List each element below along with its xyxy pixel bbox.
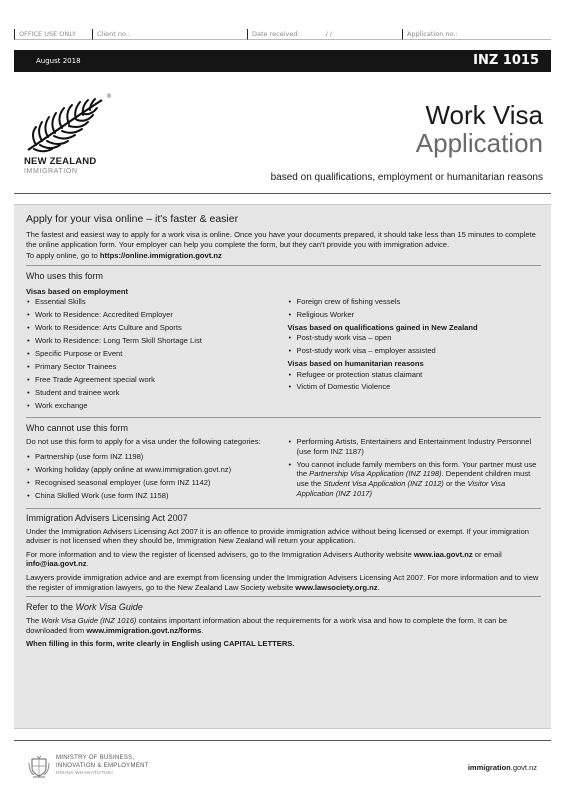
cannot-list-right [288,437,542,498]
advisers-p3 [26,573,541,592]
list-item: • Performing Artists, Entertainers and Entertainment Industry Personnel (use form INZ 1187) [288,437,542,456]
guide-p2: When filling in this form, write clearly in English using CAPITAL LETTERS. [26,639,295,649]
qualifications-list [288,333,542,355]
list-item: • Work to Residence: Accredited Employer [26,310,280,320]
family-text-f: Visitor Visa Application (INZ 1017) [296,479,506,498]
humanitarian-heading: Visas based on humanitarian reasons [287,358,424,368]
list-item: • Refugee or protection status claimant [288,370,542,380]
employment-list [26,297,280,410]
list-item: • Free Trade Agreement special work [26,375,280,385]
application-no-field: Application no.: [402,29,551,40]
office-use-label: OFFICE USE ONLY [14,29,92,40]
humanitarian-list [288,370,542,392]
who-uses-heading: Who uses this form [26,270,104,281]
logo-country-text: NEW ZEALAND [24,156,97,167]
who-cannot-heading: Who cannot use this form [26,423,129,434]
advisers-p3-text: Lawyers provide immigration advice and are exempt from licensing under the Immigration Advisers Licensing Act 2007. For more information and to view the register of immigration lawyers, go to the New Zealand Law Society website [26,572,539,592]
list-item: • Work to Residence: Long Term Skill Shortage List [26,336,280,346]
list-item: • China Skilled Work (use form INZ 1158) [26,491,280,501]
advisers-heading: Immigration Advisers Licensing Act 2007 [26,512,188,523]
list-item: • Recognised seasonal employer (use form INZ 1142) [26,478,280,488]
list-item: • Religious Worker [288,310,542,320]
guide-p1-text: contains important information about the requirements for a work visa and how to complete the form. It can be downloaded from [26,616,508,635]
family-text-e: or the [443,479,468,489]
lawsociety-link[interactable]: www.lawsociety.org.nz [295,582,378,592]
guide-p1 [26,616,541,635]
cannot-list [26,452,280,500]
list-item: • Specific Purpose or Event [26,349,280,359]
list-item: • Foreign crew of fishing vessels [288,297,542,307]
list-item: • Post-study work visa – open [288,333,542,343]
ministry-line3: HĪKINA WHAKATUTUKI [56,771,114,776]
guide-heading [26,602,541,613]
silver-fern-icon [22,96,104,154]
page-subtitle: based on qualifications, employment or humanitarian reasons [270,172,543,183]
registered-mark: ® [106,93,112,100]
list-item: • Primary Sector Trainees [26,362,280,372]
employment-heading: Visas based on employment [26,286,128,296]
client-no-field: Client no.: [92,29,247,40]
ministry-text [56,755,149,778]
online-heading: Apply for your visa online – it's faster & easier [26,213,239,225]
who-uses-left [26,285,280,414]
who-cannot-left [26,437,280,503]
guide-p1-italic: Work Visa Guide (INZ 1016) [41,616,137,626]
office-use-strip [14,28,551,40]
advisers-p3-end: . [377,582,380,592]
section-divider [26,265,541,266]
iaa-link[interactable]: www.iaa.govt.nz [413,549,473,559]
footer-url-bold: immigration [467,763,511,772]
who-cannot-right [288,437,542,503]
online-body: The fastest and easiest way to apply for a work visa is online. Once you have your documents prepared, it should take less than 15 minutes to complete the online application form. Your employer can help you complete the form, but they can't provide you with immigration advice. [26,230,536,249]
guide-heading-prefix: Refer to the [26,602,76,613]
list-item: • Partnership (use form INZ 1198) [26,452,280,462]
family-text-c: . Dependent children must use the [296,469,531,489]
footer-url[interactable] [468,763,537,772]
advisers-p2 [26,550,541,569]
list-item: • Victim of Domestic Violence [288,382,542,392]
ministry-line2: INNOVATION & EMPLOYMENT [56,762,149,769]
page-title-line1: Work Visa [425,100,543,130]
page-title-line2: Application [415,128,543,158]
list-item: • Work to Residence: Arts Culture and Sports [26,323,280,333]
footer-url-rest: .govt.nz [510,763,537,772]
date-received-field [247,29,402,40]
iaa-email-link[interactable]: info@iaa.govt.nz [26,559,87,569]
family-text-b: Partnership Visa Application (INZ 1198) [309,469,442,479]
section-divider [26,417,541,418]
form-date: August 2018 [36,57,81,65]
ministry-line1: MINISTRY OF BUSINESS, [56,755,135,761]
apply-prefix: To apply online, go to [26,251,100,261]
advisers-p2-end: . [86,559,89,569]
advisers-p2-text: For more information and to view the register of licensed advisers, go to the Immigration Advisers Authority website [26,549,414,559]
advisers-p2-mid: or email [472,549,502,559]
who-cannot-columns [26,437,541,503]
header-bar [14,50,551,72]
form-number: INZ 1015 [473,53,539,68]
qualifications-heading: Visas based on qualifications gained in New Zealand [287,322,478,332]
family-text-a: You cannot include family members on this form. Your partner must use the [296,459,537,479]
page-footer [14,740,551,781]
guide-p1-pre: The [26,616,42,626]
list-item: • Working holiday (apply online at www.immigration.govt.nz) [26,465,280,475]
date-slashes: / / [325,29,333,38]
section-divider [26,508,541,509]
header-divider [14,193,551,194]
list-item: • Student and trainee work [26,388,280,398]
guide-heading-italic: Work Visa Guide [75,602,143,613]
online-apply-line [26,251,541,261]
family-text-d: Student Visa Application (INZ 1012) [323,479,444,489]
coat-of-arms-icon [28,755,50,779]
list-item: • Post-study work visa – employer assisted [288,346,542,356]
section-divider [26,596,541,597]
logo-immigration-text: IMMIGRATION [24,168,78,175]
who-cannot-intro: Do not use this form to apply for a visa under the following categories: [26,437,261,447]
info-content [26,210,541,651]
who-uses-columns [26,285,541,414]
apply-online-link[interactable]: https://online.immigration.govt.nz [99,251,222,261]
list-item-family [288,460,542,498]
list-item: • Essential Skills [26,297,280,307]
guide-p1-end: . [201,625,204,635]
who-uses-right [288,285,542,414]
advisers-p1: Under the Immigration Advisers Licensing Act 2007 it is an offence to provide immigration advice without being licensed or exempt. If your immigration adviser is not licensed when they should be, Immigration New Zealand will return your application. [26,526,529,546]
nz-immigration-logo [22,93,117,180]
list-item: • Work exchange [26,401,280,411]
date-received-label: Date received: [252,29,300,38]
forms-link[interactable]: www.immigration.govt.nz/forms [86,625,202,635]
employment-list-continued [288,297,542,319]
